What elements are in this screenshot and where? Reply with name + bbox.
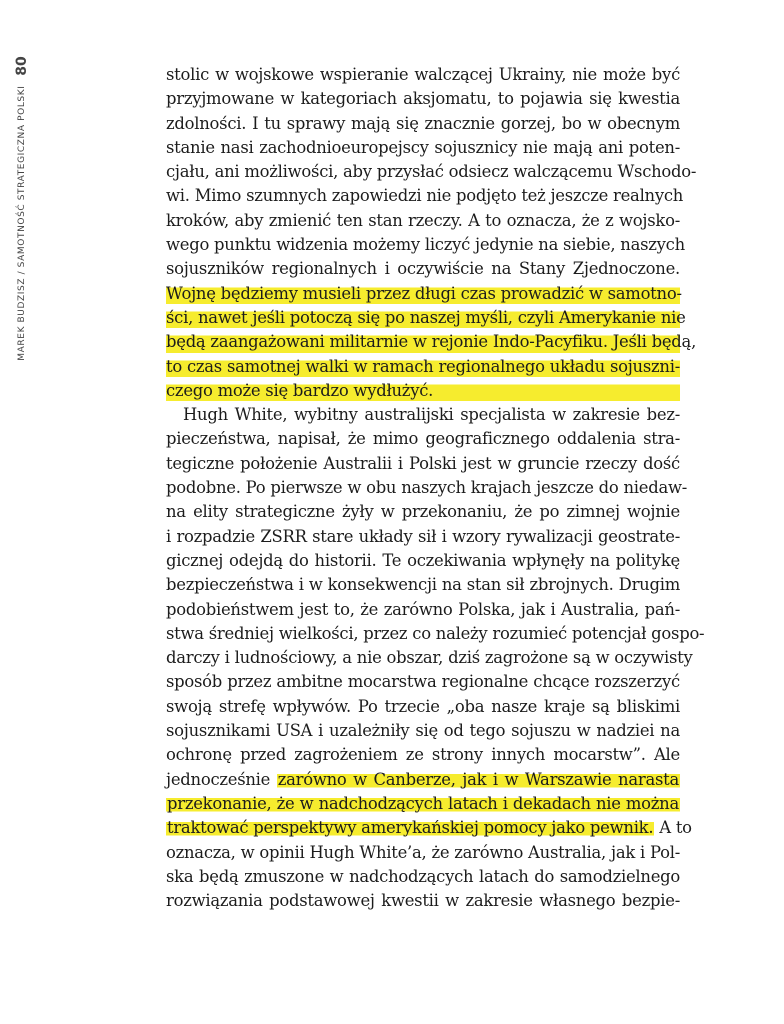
text-line: czego może się bardzo wydłużyć. [166,379,680,403]
text-line: ści, nawet jeśli potoczą się po naszej myśli, czyli Amerykanie nie [166,306,680,330]
text-line: ochronę przed zagrożeniem ze strony innych mocarstw”. Ale [166,745,680,765]
text-segment: A to [654,818,692,838]
text-line: na elity strategiczne żyły w przekonaniu, że po zimnej wojnie [166,502,680,522]
page-number: 80 [14,56,30,76]
text-line: stwa średniej wielkości, przez co należy rozumieć potencjał gospo- [166,623,705,643]
text-line: podobne. Po pierwsze w obu naszych krajach jeszcze do niedaw- [166,478,688,498]
text-line: pieczeństwa, napisał, że mimo geograficznego oddalenia stra- [166,429,680,449]
text-line: to czas samotnej walki w ramach regionalnego układu sojuszni- [166,355,680,379]
highlighted-text: przekonanie, że w nadchodzących latach i dekadach nie można [167,793,679,813]
text-line: bezpieczeństwa i w konsekwencji na stan sił zbrojnych. Drugim [166,575,680,595]
text-line: zdolności. I tu sprawy mają się znacznie gorzej, bo w obecnym [166,113,680,133]
text-line: wego punktu widzenia możemy liczyć jedynie na siebie, naszych [166,235,685,255]
text-line: swoją strefę wpływów. Po trzecie „oba nasze kraje są bliskimi [166,696,680,716]
text-line: będą zaangażowani militarnie w rejonie Indo-Pacyfiku. Jeśli będą, [166,330,680,354]
text-line: podobieństwem jest to, że zarówno Polska, jak i Australia, pań- [166,599,680,619]
text-line: tegiczne położenie Australii i Polski jest w gruncie rzeczy dość [166,453,680,473]
text-line: gicznej odejdą do historii. Te oczekiwania wpłynęły na politykę [166,550,680,570]
text-line: i rozpadzie ZSRR stare układy sił i wzory rywalizacji geostrate- [166,526,680,546]
text-line: wi. Mimo szumnych zapowiedzi nie podjęto też jeszcze realnych [166,186,684,206]
text-line: cjału, ani możliwości, aby przysłać odsiecz walczącemu Wschodo- [166,162,697,182]
text-line: sposób przez ambitne mocarstwa regionalne chcące rozszerzyć [166,672,680,692]
text-line: kroków, aby zmienić ten stan rzeczy. A to oznacza, że z wojsko- [166,210,680,230]
text-segment: jednocześnie [166,769,277,789]
text-line: darczy i ludnościowy, a nie obszar, dziś zagrożone są w oczywisty [166,648,693,668]
text-line: sojuszników regionalnych i oczywiście na Stany Zjednoczone. [166,259,680,279]
text-line: stolic w wojskowe wspieranie walczącej Ukrainy, nie może być [166,65,680,84]
body-text [166,63,705,913]
page-sidebar [14,56,30,361]
text-line: Wojnę będziemy musieli przez długi czas prowadzić w samotno- [166,282,680,306]
text-line [166,792,680,816]
text-line: Hugh White, wybitny australijski specjalista w zakresie bez- [183,405,680,425]
text-line: sojusznikami USA i uzależniły się od tego sojuszu w nadziei na [166,721,680,741]
running-head: MAREK BUDZISZ / SAMOTNOŚĆ STRATEGICZNA POLSKI [17,85,27,361]
text-line: przyjmowane w kategoriach aksjomatu, to pojawia się kwestia [166,89,680,109]
text-line: stanie nasi zachodnioeuropejscy sojusznicy nie mają ani poten- [166,137,680,157]
highlighted-text: traktować perspektywy amerykańskiej pomocy jako pewnik. [167,818,654,838]
text-line [166,816,692,840]
highlighted-text: zarówno w Canberze, jak i w Warszawie narasta [277,769,679,789]
text-line: ska będą zmuszone w nadchodzących latach do samodzielnego [166,866,680,886]
text-line: rozwiązania podstawowej kwestii w zakresie własnego bezpie- [166,891,680,911]
text-line [166,768,680,792]
text-line: oznacza, w opinii Hugh White’a, że zarówno Australia, jak i Pol- [166,842,680,862]
